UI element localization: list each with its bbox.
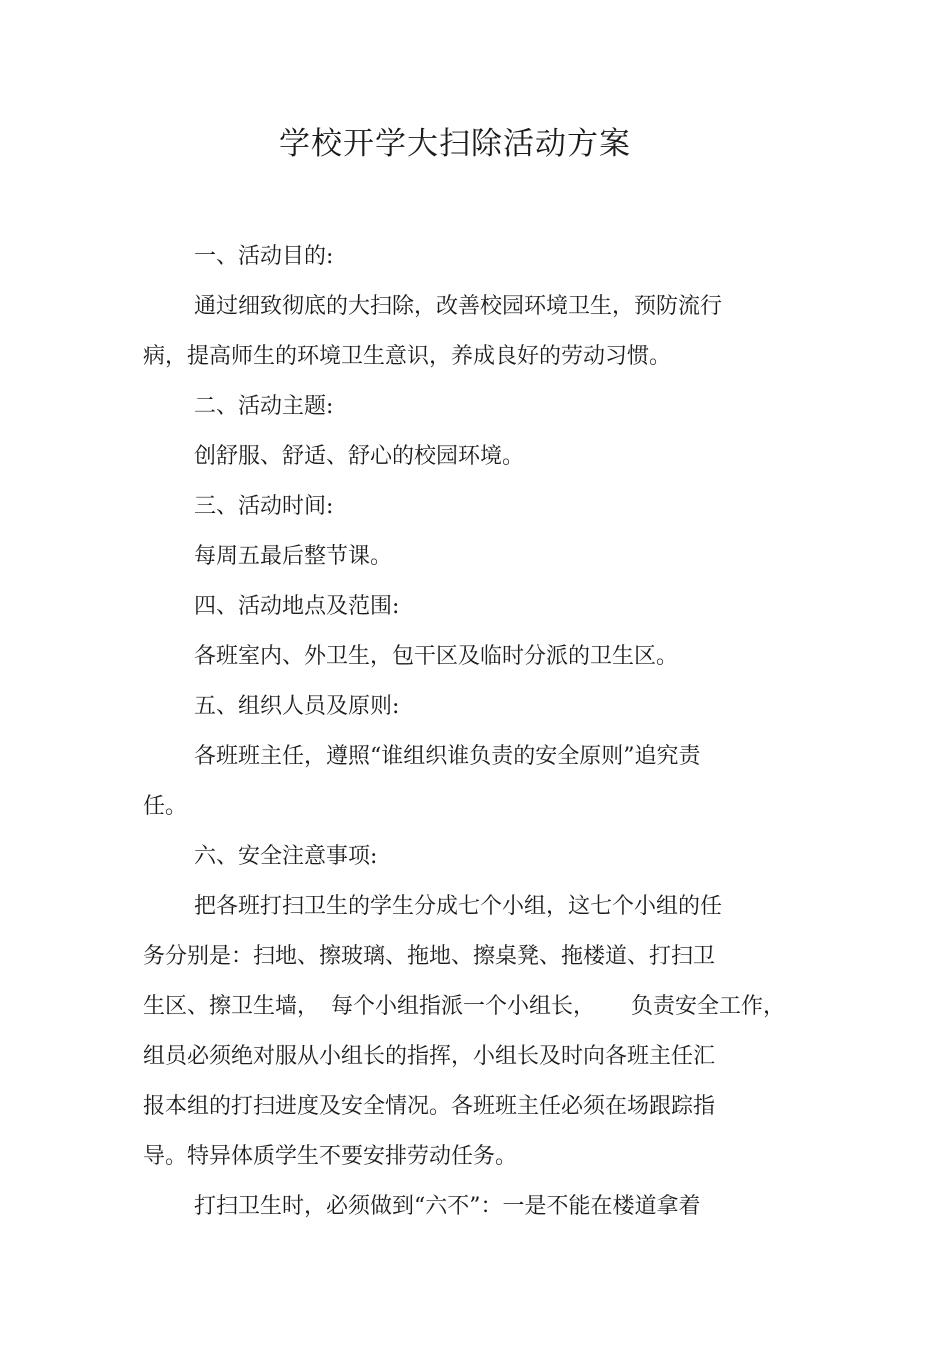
section-heading-safety: 六、安全注意事项: — [194, 844, 378, 869]
paragraph-line: 各班班主任，遵照“谁组织谁负责的安全原则”追究责 — [194, 744, 701, 769]
section-heading-purpose: 一、活动目的: — [194, 244, 334, 269]
paragraph-line: 通过细致彻底的大扫除，改善校园环境卫生，预防流行 — [194, 294, 723, 319]
paragraph-line: 病，提高师生的环境卫生意识，养成良好的劳动习惯。 — [143, 344, 672, 369]
section-heading-organization: 五、组织人员及原则: — [194, 694, 400, 719]
paragraph-line: 把各班打扫卫生的学生分成七个小组，这七个小组的任 — [194, 894, 723, 919]
paragraph-line: 组员必须绝对服从小组长的指挥，小组长及时向各班主任汇 — [143, 1044, 716, 1069]
paragraph-line: 创舒服、舒适、舒心的校园环境。 — [194, 444, 525, 469]
section-heading-time: 三、活动时间: — [194, 494, 334, 519]
paragraph-line — [143, 992, 785, 1022]
section-heading-theme: 二、活动主题: — [194, 394, 334, 419]
paragraph-line-segment: 生区、擦卫生墙， — [143, 994, 320, 1019]
paragraph-line: 各班室内、外卫生，包干区及临时分派的卫生区。 — [194, 644, 679, 669]
paragraph-line: 每周五最后整节课。 — [194, 544, 393, 569]
paragraph-line: 任。 — [143, 794, 188, 819]
paragraph-line: 务分别是：扫地、擦玻璃、拖地、擦桌凳、拖楼道、打扫卫 — [143, 944, 716, 969]
section-heading-location: 四、活动地点及范围: — [194, 594, 400, 619]
paragraph-line: 打扫卫生时，必须做到“六不”：一是不能在楼道拿着 — [194, 1194, 701, 1219]
paragraph-line: 报本组的打扫进度及安全情况。各班班主任必须在场跟踪指 — [143, 1094, 716, 1119]
document-title: 学校开学大扫除活动方案 — [279, 126, 631, 162]
paragraph-line: 导。特异体质学生不要安排劳动任务。 — [143, 1144, 518, 1169]
paragraph-line-segment: 负责安全工作， — [631, 994, 786, 1019]
paragraph-line-segment: 每个小组指派一个小组长， — [331, 994, 596, 1019]
